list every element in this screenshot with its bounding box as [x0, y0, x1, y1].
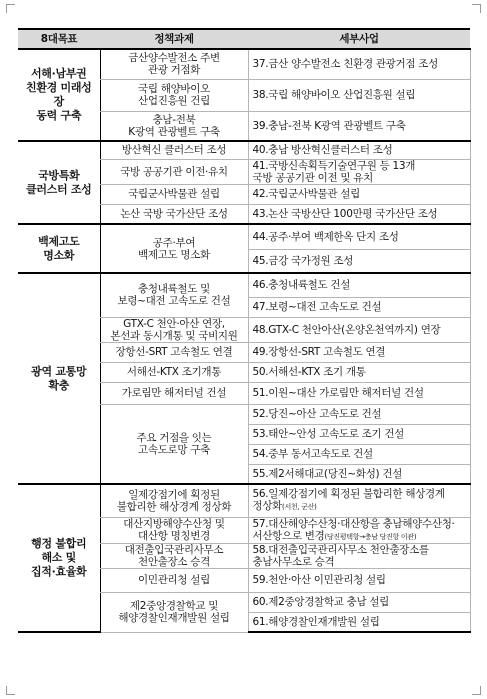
goal-cell: 국방특화 클러스터 조성 — [18, 141, 100, 224]
item-cell — [248, 362, 470, 382]
item-text: 48.GTX-C 천안아산(온양온천역까지) 연장 — [252, 323, 441, 336]
item-text: 40.충남 방산혁신클러스터 조성 — [252, 144, 393, 157]
item-cell — [248, 612, 470, 632]
table-row — [18, 273, 470, 297]
item-cell — [248, 273, 470, 297]
item-cell — [248, 249, 470, 273]
item-text: 52.당진~아산 고속도로 건설 — [252, 408, 382, 420]
task-cell: 일제강점기에 획정된 불합리한 해상경계 정상화 — [100, 484, 248, 517]
item-cell — [248, 79, 470, 111]
item-cell — [248, 517, 470, 543]
task-cell: GTX-C 천안·아산 연장, 본선과 동시개통 및 국비지원 — [100, 317, 248, 342]
item-cell — [248, 404, 470, 424]
item-cell — [248, 141, 470, 159]
task-cell: 주요 거점을 잇는 고속도로망 구축 — [100, 404, 248, 484]
item-cell — [248, 382, 470, 404]
item-text: 47.보령~대전 고속도로 건설 — [252, 301, 382, 313]
item-cell — [248, 592, 470, 612]
item-text: 54.중부 동서고속도로 건설 — [252, 448, 373, 460]
task-cell: 장항선-SRT 고속철도 연결 — [100, 342, 248, 362]
item-text: 49.장항선-SRT 고속철도 연결 — [252, 346, 386, 358]
item-text: 50.서해선-KTX 조기 개통 — [252, 366, 366, 378]
item-text: 42.국립군사박물관 설립 — [252, 188, 360, 200]
item-cell — [248, 224, 470, 249]
item-text: 51.이원~대산 가로림만 해저터널 건설 — [252, 387, 424, 399]
table-row — [18, 224, 470, 249]
task-cell: 방산혁신 클러스터 조성 — [100, 141, 248, 159]
item-note: (서천, 군산) — [282, 503, 317, 512]
goal-cell: 서해·남부권 친환경 미래성장 동력 구축 — [18, 49, 100, 141]
task-cell: 국립군사박물관 설립 — [100, 184, 248, 204]
item-cell — [248, 204, 470, 224]
item-text: 58.대전출입국관리사무소 천안출장소를 충남사무소로 승격 — [252, 543, 429, 568]
goal-cell: 행정 불합리 해소 및 집적·효율화 — [18, 484, 100, 632]
item-text: 41.국방신속획득기술연구원 등 13개 국방 공공기관 이전 및 유치 — [252, 159, 416, 184]
item-text: 39.충남-전북 K광역 관광벨트 구축 — [252, 119, 406, 132]
item-cell — [248, 424, 470, 444]
item-text: 55.제2서해대교(당진~화성) 건설 — [252, 467, 403, 480]
task-cell: 국방 공공기관 이전·유치 — [100, 159, 248, 184]
task-cell: 서해선-KTX 조기개통 — [100, 362, 248, 382]
header-item: 세부사업 — [248, 29, 470, 49]
item-cell — [248, 159, 470, 184]
table-row — [18, 484, 470, 517]
task-cell: 공주·부여 백제고도 명소화 — [100, 224, 248, 273]
item-text: 57.대산해양수산청·대산항을 충남해양수산청· 서산항으로 변경 — [252, 517, 455, 542]
task-cell: 충청내륙철도 및 보령~대전 고속도로 건설 — [100, 273, 248, 317]
item-cell — [248, 317, 470, 342]
item-cell — [248, 297, 470, 317]
item-cell — [248, 484, 470, 517]
task-cell: 국립 해양바이오 산업진흥원 건립 — [100, 79, 248, 111]
task-cell: 충남-전북 K광역 관광벨트 구축 — [100, 111, 248, 141]
task-cell: 이민관리청 설립 — [100, 568, 248, 592]
item-text: 56.일제강점기에 획정된 불합리한 해상경계 정상화 — [252, 488, 445, 513]
task-cell: 논산 국방 국가산단 조성 — [100, 204, 248, 224]
item-note: (당진평택항→충남 당진항 이관) — [324, 532, 417, 541]
item-text: 43.논산 국방산단 100만평 국가산단 조성 — [252, 207, 438, 220]
task-cell: 가로림만 해저터널 건설 — [100, 382, 248, 404]
task-cell: 대산지방해양수산청 및 대산항 명칭변경 — [100, 517, 248, 543]
task-cell: 금산양수발전소 주변 관광 거점화 — [100, 49, 248, 79]
item-text: 45.금강 국가정원 조성 — [252, 254, 354, 267]
header-task: 정책과제 — [100, 29, 248, 49]
item-cell — [248, 464, 470, 484]
item-text: 60.제2중앙경찰학교 충남 설립 — [252, 596, 390, 608]
item-cell — [248, 184, 470, 204]
goal-cell: 광역 교통망 확충 — [18, 273, 100, 484]
item-cell — [248, 342, 470, 362]
item-text: 53.태안~안성 고속도로 조기 건설 — [252, 428, 405, 440]
item-text: 46.충청내륙철도 건설 — [252, 279, 351, 292]
item-cell — [248, 111, 470, 141]
item-text: 59.천안·아산 이민관리청 설립 — [252, 574, 386, 586]
header-row — [18, 29, 470, 49]
item-text: 38.국립 해양바이오 산업진흥원 설립 — [252, 89, 416, 101]
item-text: 44.공주·부여 백제한옥 단지 조성 — [252, 230, 399, 243]
policy-table — [18, 28, 471, 633]
item-text: 61.해양경찰인재개발원 설립 — [252, 615, 380, 628]
item-text: 37.금산 양수발전소 친환경 관광거점 조성 — [252, 58, 438, 71]
item-cell — [248, 568, 470, 592]
goal-cell: 백제고도 명소화 — [18, 224, 100, 273]
table-body — [18, 49, 470, 632]
table-row — [18, 49, 470, 79]
task-cell: 대전출입국관리사무소 천안출장소 승격 — [100, 543, 248, 568]
table-row — [18, 141, 470, 159]
item-cell — [248, 49, 470, 79]
item-cell — [248, 543, 470, 568]
item-cell — [248, 444, 470, 464]
header-goal: 8대목표 — [18, 29, 100, 49]
task-cell: 제2중앙경찰학교 및 해양경찰인재개발원 설립 — [100, 592, 248, 632]
